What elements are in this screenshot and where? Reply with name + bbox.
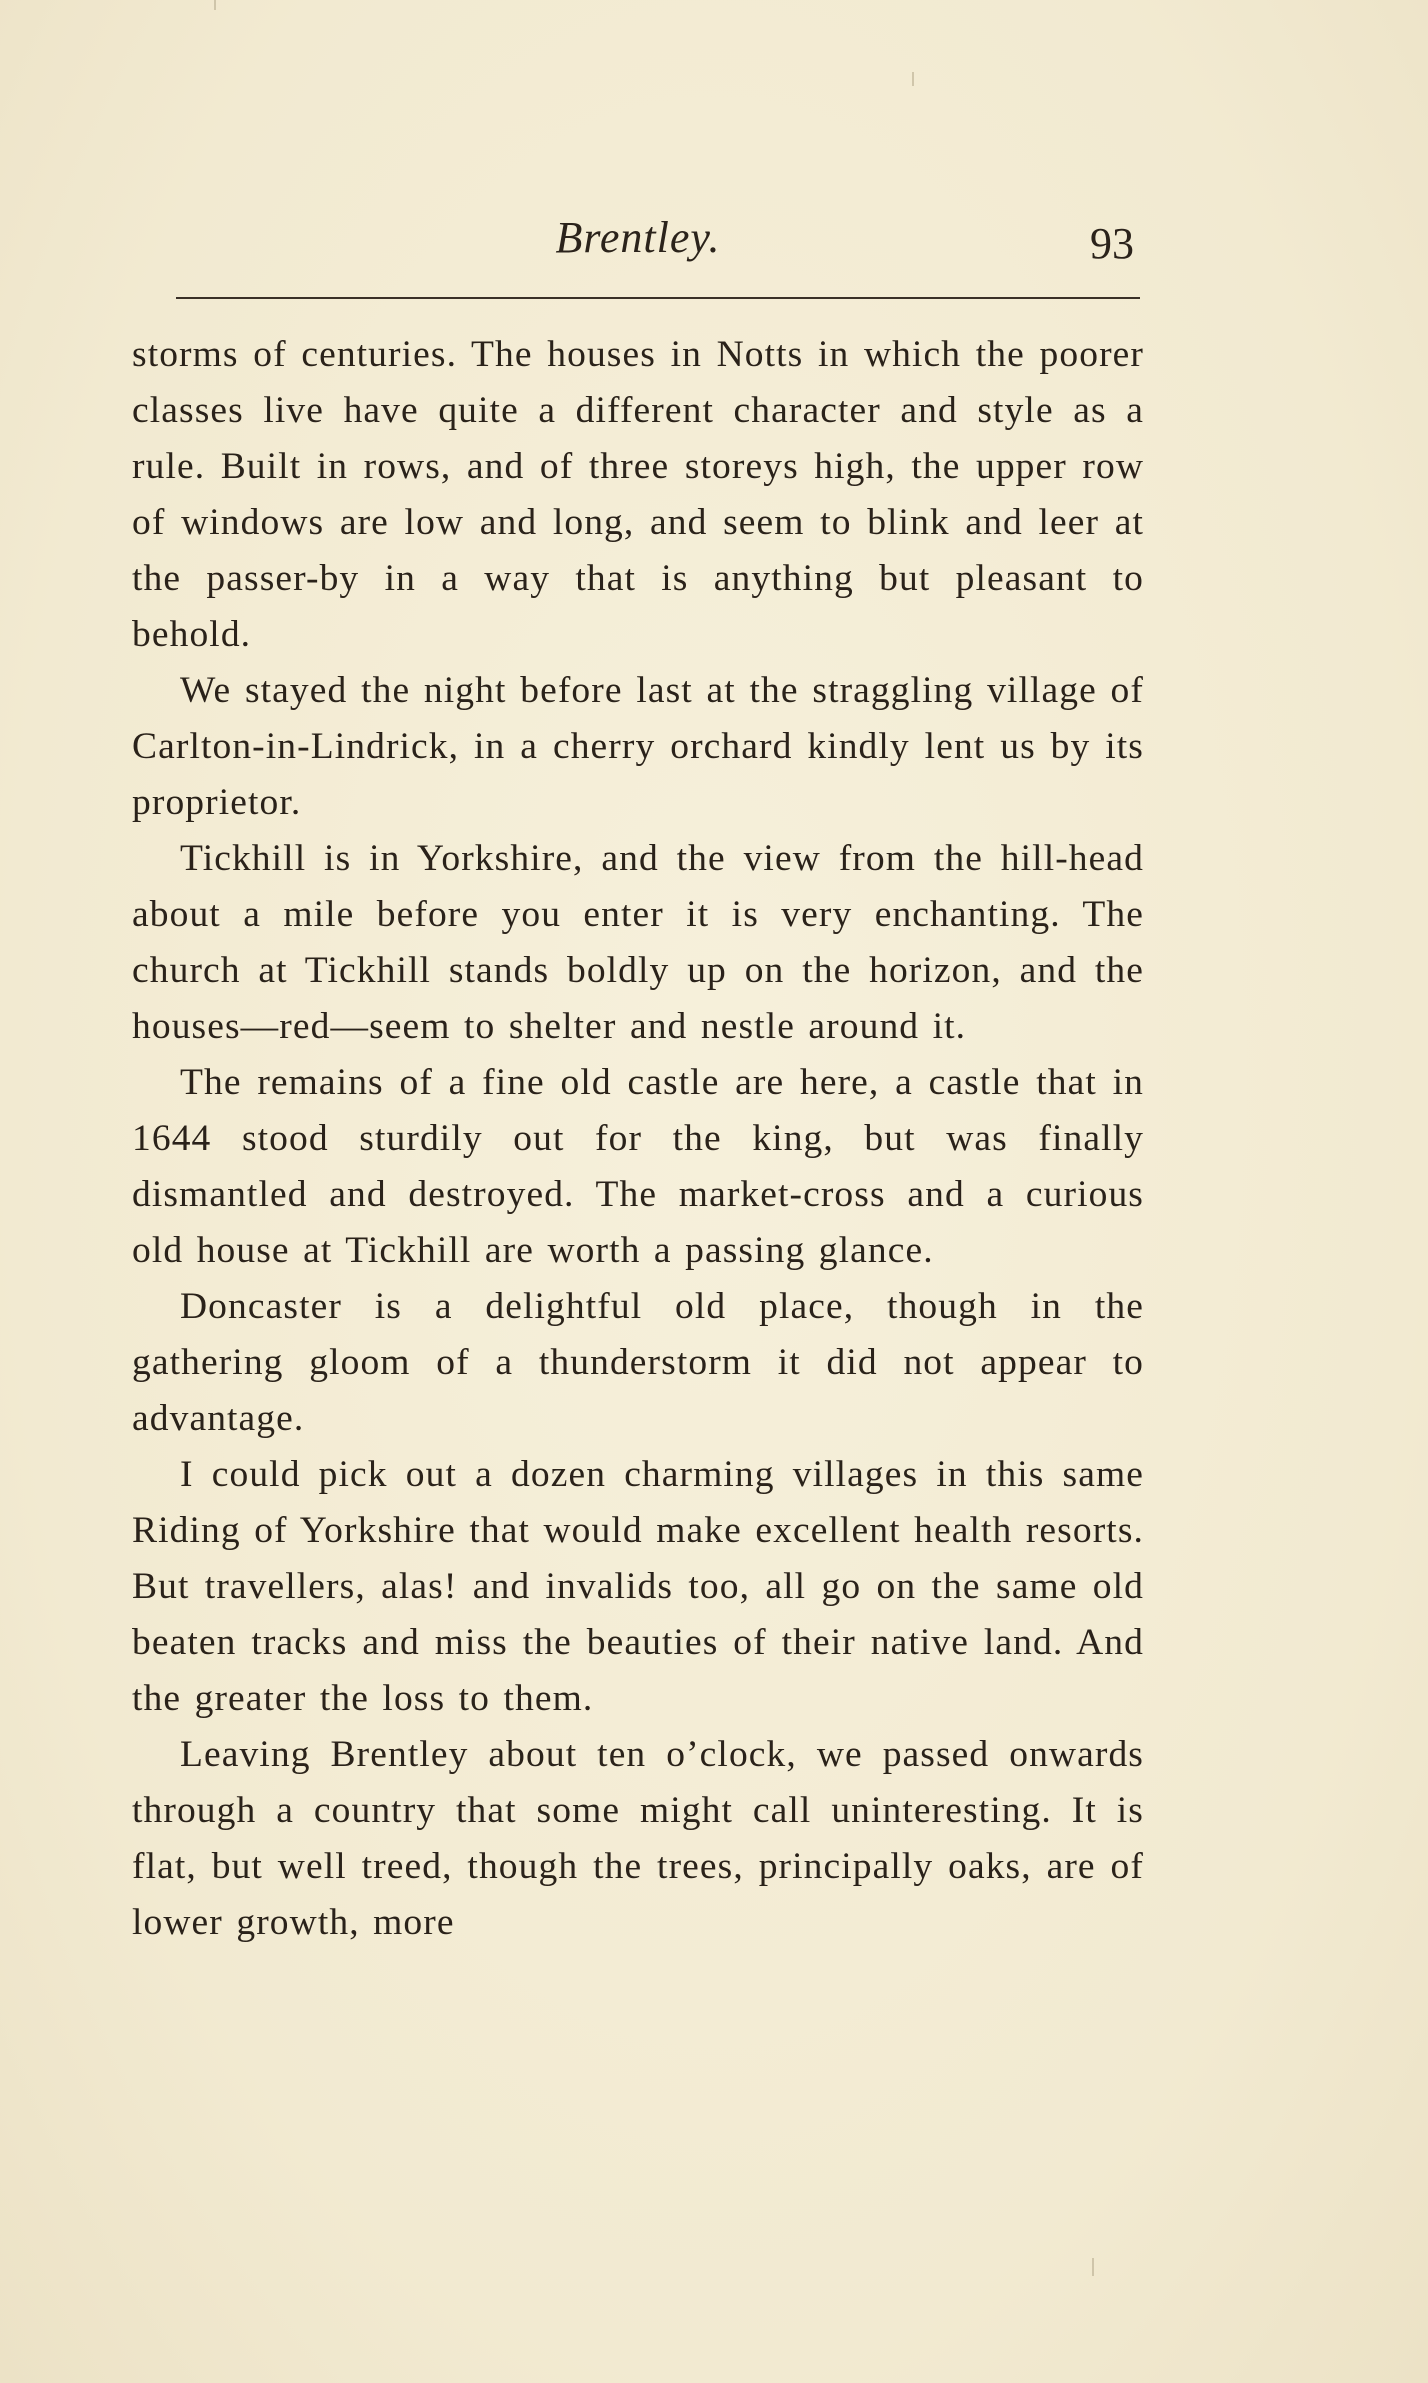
paragraph: storms of centuries. The houses in Notts in which the poorer classes live have quite a different character and style as a rule. Built in rows, and of three storeys high, the upper row of windows are low and long, and seem to blink and leer at the passer-by in a way that is anything but pleasant to behold. [132, 334, 1144, 655]
body-text [132, 327, 1144, 1951]
paragraph: Tickhill is in Yorkshire, and the view from the hill-head about a mile before you enter it is very enchanting. The church at Tickhill stands boldly up on the horizon, and the houses—red—seem to shelter and nestle around it. [132, 838, 1144, 1047]
paragraph: Doncaster is a delightful old place, though in the gathering gloom of a thunderstorm it did not appear to advantage. [132, 1286, 1144, 1439]
paper-fleck [912, 72, 914, 86]
paragraph: We stayed the night before last at the straggling village of Carlton-in-Lindrick, in a cherry orchard kindly lent us by its proprietor. [132, 670, 1144, 823]
paragraph: The remains of a fine old castle are here, a castle that in 1644 stood sturdily out for the king, but was finally dismantled and destroyed. The market-cross and a curious old house at Tickhill are worth a passing glance. [132, 1062, 1144, 1271]
header-rule [176, 297, 1140, 299]
paper-fleck [1092, 2258, 1094, 2276]
paragraph: Leaving Brentley about ten o’clock, we passed onwards through a country that some might call uninteresting. It is flat, but well treed, though the trees, principally oaks, are of lower growth, more [132, 1734, 1144, 1943]
paper-fleck [214, 0, 216, 10]
page-number: 93 [1090, 219, 1134, 268]
paragraph: I could pick out a dozen charming villages in this same Riding of Yorkshire that would make excellent health resorts. But travellers, alas! and invalids too, all go on the same old beaten tracks and miss the beauties of their native land. And the greater the loss to them. [132, 1454, 1144, 1719]
running-title: Brentley. [555, 213, 721, 262]
page-header [128, 212, 1148, 282]
